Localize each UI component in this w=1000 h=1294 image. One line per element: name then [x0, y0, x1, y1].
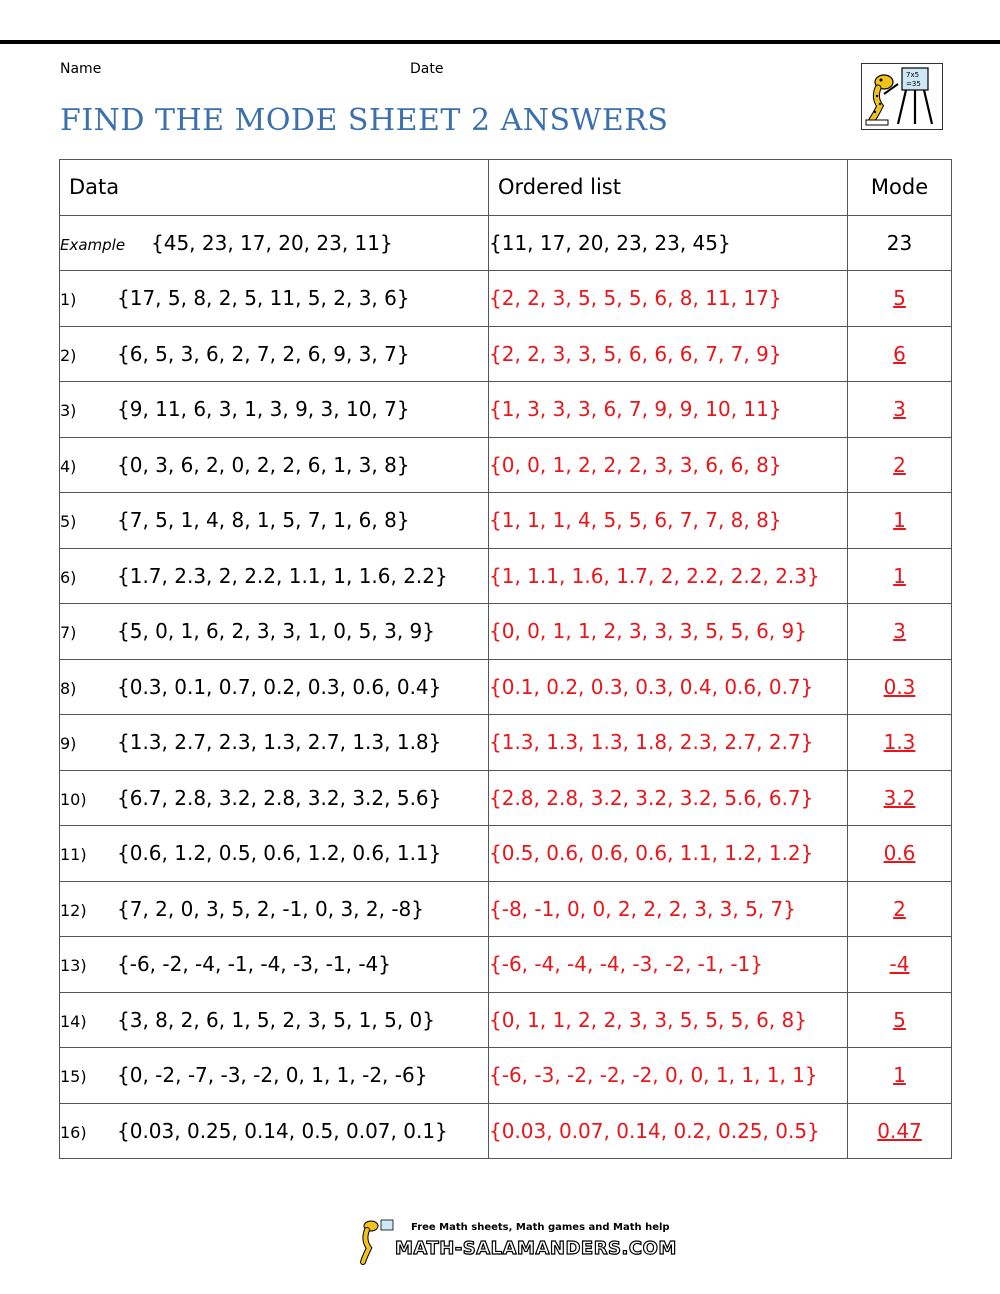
table-row [60, 937, 952, 993]
answer-ordered-list: {0, 0, 1, 1, 2, 3, 3, 3, 5, 5, 6, 9} [489, 604, 848, 660]
footer-brand: MATH-SALAMANDERS.COM [395, 1238, 677, 1259]
question-data-cell [60, 937, 489, 993]
table-row [60, 770, 952, 826]
question-data-cell [60, 271, 489, 327]
table-row [60, 493, 952, 549]
question-data: {7, 5, 1, 4, 8, 1, 5, 7, 1, 6, 8} [117, 508, 410, 533]
question-data-cell [60, 1103, 489, 1159]
question-data: {-6, -2, -4, -1, -4, -3, -1, -4} [117, 952, 391, 977]
question-number: 2) [60, 345, 77, 365]
answer-ordered-list: {2, 2, 3, 3, 5, 6, 6, 6, 7, 7, 9} [489, 326, 848, 382]
answer-ordered-list: {0.1, 0.2, 0.3, 0.3, 0.4, 0.6, 0.7} [489, 659, 848, 715]
question-data: {6.7, 2.8, 3.2, 2.8, 3.2, 3.2, 5.6} [117, 785, 442, 810]
table-header-row [60, 160, 952, 216]
footer-logo [355, 1218, 677, 1268]
header-mode: Mode [848, 160, 952, 216]
answer-ordered-list: {0, 0, 1, 2, 2, 2, 3, 3, 6, 6, 8} [489, 437, 848, 493]
table-row [60, 271, 952, 327]
answer-ordered-list: {-6, -4, -4, -4, -3, -2, -1, -1} [489, 937, 848, 993]
answer-mode: 1 [848, 1048, 952, 1104]
answer-mode: 1 [848, 493, 952, 549]
answer-ordered-list: {1, 3, 3, 3, 6, 7, 9, 9, 10, 11} [489, 382, 848, 438]
question-number: 5) [60, 512, 77, 532]
answer-ordered-list: {-8, -1, 0, 0, 2, 2, 2, 3, 3, 5, 7} [489, 881, 848, 937]
question-data-cell [60, 326, 489, 382]
example-label: Example [60, 235, 126, 254]
question-data: {1.7, 2.3, 2, 2.2, 1.1, 1, 1.6, 2.2} [117, 563, 448, 588]
logo-text: 7x5 [906, 71, 920, 79]
question-data-cell [60, 493, 489, 549]
header-data: Data [60, 160, 489, 216]
question-data-cell [60, 1048, 489, 1104]
question-data-cell [60, 437, 489, 493]
table-row [60, 604, 952, 660]
question-number: 14) [60, 1011, 87, 1031]
answer-mode: 1.3 [848, 715, 952, 771]
answer-ordered-list: {1, 1, 1, 4, 5, 5, 6, 7, 7, 8, 8} [489, 493, 848, 549]
page-title: FIND THE MODE SHEET 2 ANSWERS [60, 103, 669, 138]
question-number: 3) [60, 401, 77, 421]
question-data-cell [60, 992, 489, 1048]
question-data: {0.3, 0.1, 0.7, 0.2, 0.3, 0.6, 0.4} [117, 674, 442, 699]
example-data: {45, 23, 17, 20, 23, 11} [151, 230, 393, 255]
answer-mode: 2 [848, 881, 952, 937]
svg-text:=35: =35 [906, 80, 921, 88]
answer-mode: 2 [848, 437, 952, 493]
salamander-math-icon [861, 63, 943, 130]
answer-ordered-list: {0.03, 0.07, 0.14, 0.2, 0.25, 0.5} [489, 1103, 848, 1159]
table-row [60, 1103, 952, 1159]
answer-mode: 1 [848, 548, 952, 604]
top-rule [0, 40, 1000, 44]
question-data: {6, 5, 3, 6, 2, 7, 2, 6, 9, 3, 7} [117, 341, 410, 366]
table-row [60, 992, 952, 1048]
name-label: Name [60, 61, 102, 77]
table-row [60, 1048, 952, 1104]
question-number: 1) [60, 290, 77, 310]
question-data: {9, 11, 6, 3, 1, 3, 9, 3, 10, 7} [117, 397, 410, 422]
question-number: 9) [60, 734, 77, 754]
question-data: {17, 5, 8, 2, 5, 11, 5, 2, 3, 6} [117, 286, 410, 311]
question-data: {3, 8, 2, 6, 1, 5, 2, 3, 5, 1, 5, 0} [117, 1007, 436, 1032]
answer-mode: 3.2 [848, 770, 952, 826]
table-row [60, 548, 952, 604]
table-row [60, 881, 952, 937]
question-data: {1.3, 2.7, 2.3, 1.3, 2.7, 1.3, 1.8} [117, 730, 442, 755]
date-label: Date [410, 61, 444, 77]
answer-ordered-list: {-6, -3, -2, -2, -2, 0, 0, 1, 1, 1, 1} [489, 1048, 848, 1104]
question-data-cell [60, 715, 489, 771]
footer-tagline: Free Math sheets, Math games and Math help [411, 1222, 670, 1233]
question-data: {0.6, 1.2, 0.5, 0.6, 1.2, 0.6, 1.1} [117, 841, 442, 866]
example-data-cell [60, 215, 489, 271]
question-number: 7) [60, 623, 77, 643]
answer-mode: -4 [848, 937, 952, 993]
answer-mode: 3 [848, 382, 952, 438]
answer-mode: 5 [848, 992, 952, 1048]
answer-mode: 5 [848, 271, 952, 327]
answer-ordered-list: {1.3, 1.3, 1.3, 1.8, 2.3, 2.7, 2.7} [489, 715, 848, 771]
table-row [60, 382, 952, 438]
question-data-cell [60, 382, 489, 438]
question-number: 10) [60, 789, 87, 809]
question-number: 13) [60, 956, 87, 976]
salamander-figure [866, 75, 898, 125]
question-number: 6) [60, 567, 77, 587]
question-data: {5, 0, 1, 6, 2, 3, 3, 1, 0, 5, 3, 9} [117, 619, 436, 644]
question-data-cell [60, 548, 489, 604]
answer-mode: 0.3 [848, 659, 952, 715]
question-number: 8) [60, 678, 77, 698]
question-number: 16) [60, 1122, 87, 1142]
question-data: {0, 3, 6, 2, 0, 2, 2, 6, 1, 3, 8} [117, 452, 410, 477]
answer-mode: 0.47 [848, 1103, 952, 1159]
answer-ordered-list: {2.8, 2.8, 3.2, 3.2, 3.2, 5.6, 6.7} [489, 770, 848, 826]
question-data: {7, 2, 0, 3, 5, 2, -1, 0, 3, 2, -8} [117, 896, 425, 921]
question-number: 12) [60, 900, 87, 920]
example-mode: 23 [848, 215, 952, 271]
table-row [60, 826, 952, 882]
question-number: 11) [60, 845, 87, 865]
example-ordered: {11, 17, 20, 23, 23, 45} [489, 215, 848, 271]
answer-mode: 3 [848, 604, 952, 660]
example-row [60, 215, 952, 271]
question-data: {0.03, 0.25, 0.14, 0.5, 0.07, 0.1} [117, 1118, 448, 1143]
question-number: 15) [60, 1067, 87, 1087]
answer-ordered-list: {1, 1.1, 1.6, 1.7, 2, 2.2, 2.2, 2.3} [489, 548, 848, 604]
answer-ordered-list: {0.5, 0.6, 0.6, 0.6, 1.1, 1.2, 1.2} [489, 826, 848, 882]
table-row [60, 437, 952, 493]
table-row [60, 715, 952, 771]
answer-ordered-list: {0, 1, 1, 2, 2, 3, 3, 5, 5, 5, 6, 8} [489, 992, 848, 1048]
table-row [60, 659, 952, 715]
question-data-cell [60, 659, 489, 715]
question-data-cell [60, 826, 489, 882]
mode-table [59, 159, 952, 1159]
table-row [60, 326, 952, 382]
question-data: {0, -2, -7, -3, -2, 0, 1, 1, -2, -6} [117, 1063, 428, 1088]
question-number: 4) [60, 456, 77, 476]
footer-salamander-icon [355, 1218, 395, 1268]
question-data-cell [60, 604, 489, 660]
question-data-cell [60, 770, 489, 826]
answer-mode: 6 [848, 326, 952, 382]
answer-ordered-list: {2, 2, 3, 5, 5, 5, 6, 8, 11, 17} [489, 271, 848, 327]
header-ordered: Ordered list [489, 160, 848, 216]
answer-mode: 0.6 [848, 826, 952, 882]
question-data-cell [60, 881, 489, 937]
